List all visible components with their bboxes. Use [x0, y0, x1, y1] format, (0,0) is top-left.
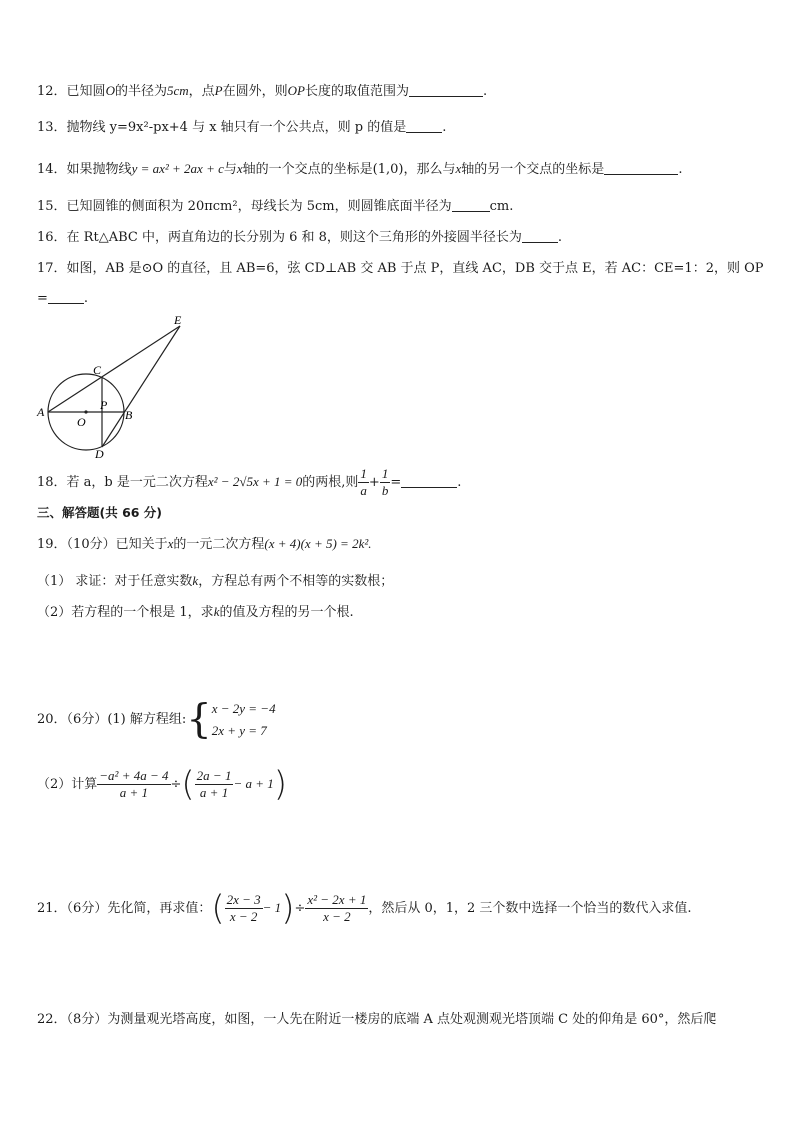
label-o: O: [77, 415, 86, 429]
question-19-part1: （1） 求证：对于任意实数k，方程总有两个不相等的实数根；: [37, 573, 394, 589]
question-20-part2: （2）计算 $\frac{\text{−a² + 4a − 4}}{a + 1}$ ÷( $\frac{2a - 1}{a + 1}$ − a + 1): [37, 764, 288, 805]
question-21: 21．（6分）先化简，再求值：( $\frac{2x - 3}{x - 2}$ − 1)÷ $\frac{\text{x² − 2x + 1}}{x - 2}$ ，然后从 0，1，2 三个数中选择一个恰当的数代入求值.: [37, 888, 692, 929]
answer-blank[interactable]: [409, 82, 483, 97]
label-p: P: [100, 398, 108, 412]
answer-blank[interactable]: [401, 473, 457, 488]
answer-blank[interactable]: [406, 118, 442, 133]
question-18: 18．若 a，b 是一元二次方程x² − 2√5x + 1 = 0的两根,则 $\frac{1}{a}$ + $\frac{1}{b}$ = .: [37, 466, 462, 498]
answer-blank[interactable]: [452, 197, 490, 212]
question-15: 15．已知圆锥的侧面积为 20πcm²，母线长为 5cm，则圆锥底面半径为 cm.: [37, 199, 514, 214]
answer-blank[interactable]: [604, 160, 678, 175]
question-14: 14．如果抛物线y = ax² + 2ax + c与x轴的一个交点的坐标是(1,0)，那么与x轴的另一个交点的坐标是 .: [37, 161, 683, 177]
question-16: 16．在 Rt△ABC 中，两直角边的长分别为 6 和 8，则这个三角形的外接圆半径长为 .: [37, 230, 563, 245]
equation-system: x − 2y = −4 2x + y = 7: [211, 700, 276, 738]
fraction-1-over-b: $\frac{1}{b}$: [381, 466, 389, 498]
fraction-expression-1: $\frac{\text{−a² + 4a − 4}}{a + 1}$: [99, 768, 169, 800]
fraction-expression-4: $\frac{\text{x² − 2x + 1}}{x - 2}$: [307, 892, 367, 924]
quadratic-equation: x² − 2√5x + 1 = 0: [207, 474, 303, 489]
label-e: E: [174, 313, 182, 327]
label-b: B: [125, 408, 133, 422]
label-a: A: [37, 405, 45, 419]
question-17: 17．如图，AB 是⊙O 的直径，且 AB=6，弦 CD⊥AB 交 AB 于点 P，直线 AC，DB 交于点 E，若 AC：CE=1：2，则 OP: [37, 261, 764, 276]
question-12: 12．已知圆O的半径为5cm，点P在圆外，则OP长度的取值范围为 .: [37, 83, 488, 99]
label-d: D: [95, 447, 104, 461]
circle-geometry-figure: [34, 312, 204, 462]
parabola-equation: y = ax² + 2ax + c: [131, 161, 224, 176]
fraction-expression-3: $\frac{2x - 3}{x - 2}$: [226, 892, 261, 924]
question-19: 19．（10分）已知关于x的一元二次方程(x + 4)(x + 5) = 2k².: [37, 536, 372, 552]
line-ae: [48, 326, 180, 412]
q12-number: 12．: [37, 84, 67, 99]
question-20: 20．（6分）(1) 解方程组:{ x − 2y = −4 2x + y = 7: [37, 696, 276, 743]
label-c: C: [93, 363, 102, 377]
answer-blank[interactable]: [48, 289, 84, 304]
question-22: 22．（8分）为测量观光塔高度，如图，一人先在附近一楼房的底端 A 点处观测观光塔顶端 C 处的仰角是 60°，然后爬: [37, 1012, 717, 1027]
fraction-1-over-a: $\frac{1}{a}$: [360, 466, 367, 498]
fraction-expression-2: $\frac{2a - 1}{a + 1}$: [196, 768, 232, 800]
question-17-line2: = .: [37, 291, 89, 306]
question-19-part2: （2）若方程的一个根是 1，求k的值及方程的另一个根.: [37, 604, 354, 620]
answer-blank[interactable]: [522, 228, 558, 243]
question-13: 13．抛物线 y=9x²-px+4 与 x 轴只有一个公共点，则 p 的值是 .: [37, 120, 447, 135]
point-o: [84, 410, 87, 413]
section-heading: 三、解答题(共 66 分): [37, 505, 163, 520]
